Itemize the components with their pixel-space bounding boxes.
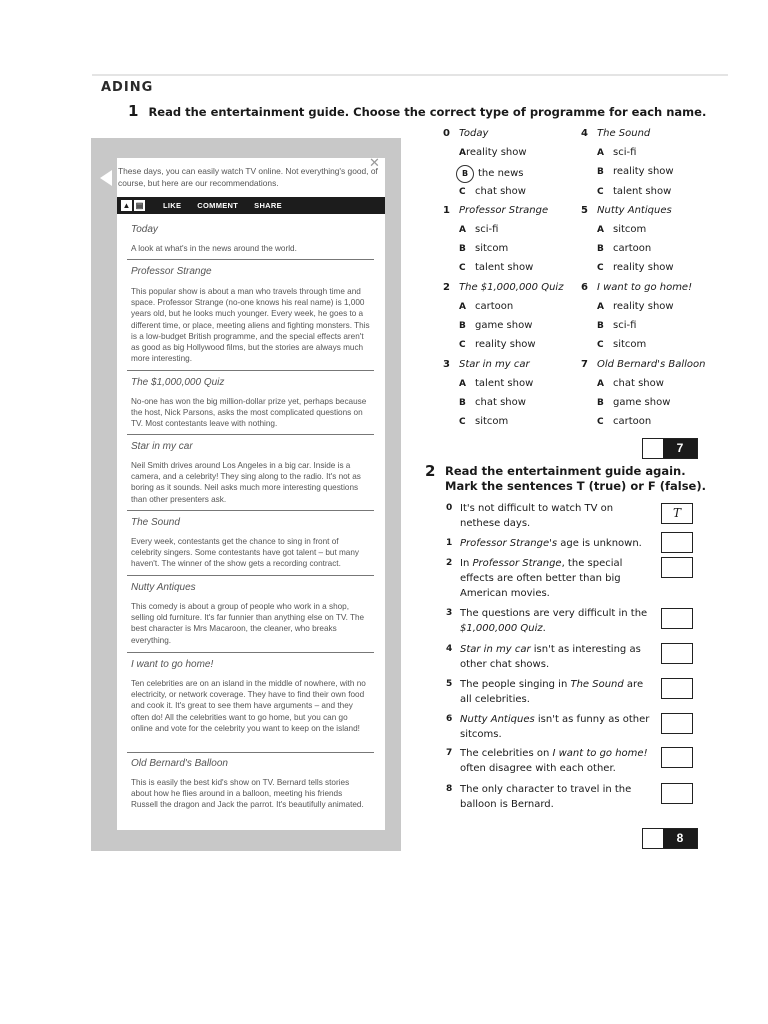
guide-desc-today: A look at what's in the news around the world. [131,244,297,253]
option-6b[interactable]: B sci-fi [597,320,637,331]
guide-desc-professor-strange: This popular show is about a man who travels through time and space. Professor Strange (no-one knows his real name) is 1,000 years old, but he looks much younger. Every week, he goes to a different time, or place, meeting aliens and fighting monsters. This is a low-budget British programme, and the special effects aren't as good as big Hollywood films, but the stories are always much more interesting. [131,287,370,364]
guide-title-star-in-my-car: Star in my car [131,441,193,452]
guide-title-nutty-antiques: Nutty Antiques [131,582,196,593]
guide-desc-i-want-to-go-home: Ten celebrities are on an island in the middle of nowhere, with no electricity, or network coverage. They have to find their own food and cook it. It's great to see them have arguments – and they often do! All the celebrities want to go home, but you can go online and vote for the celebrity you want to keep on the island! [131,679,366,733]
guide-title-old-bernards-balloon: Old Bernard's Balloon [131,758,228,769]
option-5b[interactable]: B cartoon [597,243,652,254]
guide-desc-old-bernards-balloon: This is easily the best kid's show on TV. Bernard tells stories about how he flies around in a balloon, meeting his friends Russell the dragon and Jack the parrot. It's beautifully animated. [131,778,364,810]
tf-box-5[interactable] [661,678,693,699]
tf-box-3[interactable] [661,608,693,629]
tf-box-7[interactable] [661,747,693,768]
question-3: 3 Star in my car [443,359,530,370]
statement-5: 5 The people singing in The Sound are all celebrities. [446,679,644,705]
guide-divider [127,752,374,753]
question-5: 5 Nutty Antiques [581,205,672,216]
statement-4: 4 Star in my car isn't as interesting as other chat shows. [446,644,641,670]
option-4b[interactable]: B reality show [597,166,674,177]
option-0a[interactable]: Areality show [459,147,527,158]
option-2c[interactable]: C reality show [459,339,536,350]
like-button[interactable]: LIKE [163,201,182,210]
guide-desc-quiz: No-one has won the big million-dollar prize yet, perhaps because the host, Nick Parsons, asks the most complicated questions on TV. Most contestants leave with nothing. [131,397,367,429]
tf-box-4[interactable] [661,643,693,664]
option-0c[interactable]: C chat show [459,186,526,197]
close-icon[interactable]: ✕ [369,155,380,170]
guide-divider [127,510,374,511]
guide-title-the-sound: The Sound [131,517,180,528]
guide-desc-star-in-my-car: Neil Smith drives around Los Angeles in a big car. Inside is a camera, and a celebrity! They sing along to the radio. It's not as boring as it sounds. Neil asks much more interesting questions than other presenters ask. [131,461,361,504]
guide-title-today: Today [131,224,158,235]
exercise-2-number: 2 [425,462,436,480]
exercise-2-title [425,464,715,494]
exercise-1-instruction: Read the entertainment guide. Choose the correct type of programme for each name. [148,105,707,119]
option-7a[interactable]: A chat show [597,378,664,389]
option-6c[interactable]: C sitcom [597,339,647,350]
guide-desc-the-sound: Every week, contestants get the chance to sing in front of celebrity singers. Some contestants have got talent – but many haven't. The winner of the show gets a recording contract. [131,537,360,569]
option-3c[interactable]: C sitcom [459,416,509,427]
question-2: 2 The $1,000,000 Quiz [443,282,564,293]
question-6: 6 I want to go home! [581,282,693,293]
statement-0: 0 It's not difficult to watch TV on nethese days. [446,503,614,529]
answer-circle: B [456,165,474,183]
guide-divider [127,652,374,653]
guide-intro: These days, you can easily watch TV online. Not everything's good, of course, but here are our recommendations. [118,166,378,188]
statement-3: 3 The questions are very difficult in the $1,000,000 Quiz. [446,608,648,634]
option-7c[interactable]: C cartoon [597,416,652,427]
question-7: 7 Old Bernard's Balloon [581,359,706,370]
guide-title-i-want-to-go-home: I want to go home! [131,659,214,670]
option-2a[interactable]: A cartoon [459,301,514,312]
question-1: 1 Professor Strange [443,205,549,216]
section-label: ADING [101,80,154,95]
tf-box-0[interactable]: T [661,503,693,524]
option-1b[interactable]: B sitcom [459,243,509,254]
statement-8: 8 The only character to travel in the balloon is Bernard. [446,784,632,810]
bubble-notch [100,170,112,186]
exercise-1-score: 7 [642,438,698,459]
exercise-1-title [128,102,706,120]
option-7b[interactable]: B game show [597,397,671,408]
option-3a[interactable]: A talent show [459,378,534,389]
option-3b[interactable]: B chat show [459,397,526,408]
guide-divider [127,434,374,435]
comment-button[interactable]: COMMENT [197,201,239,210]
exercise-2-score: 8 [642,828,698,849]
tf-box-2[interactable] [661,557,693,578]
question-4: 4 The Sound [581,128,651,139]
option-2b[interactable]: B game show [459,320,533,331]
statement-1: 1 Professor Strange's age is unknown. [446,538,642,549]
option-5c[interactable]: C reality show [597,262,674,273]
tf-box-8[interactable] [661,783,693,804]
guide-divider [127,575,374,576]
share-icon[interactable]: ▤ [135,201,144,210]
guide-desc-nutty-antiques: This comedy is about a group of people who work in a shop, selling old furniture. It's far funnier than anything else on TV. The best character is Mrs Macaroon, the cleaner, who breaks everything. [131,602,365,645]
statement-7: 7 The celebrities on I want to go home! often disagree with each other. [446,748,648,774]
statement-2: 2 In Professor Strange, the special effects are often better than big American movies. [446,558,623,599]
question-0: 0 Today [443,128,489,139]
statement-6: 6 Nutty Antiques isn't as funny as other sitcoms. [446,714,650,740]
option-1a[interactable]: A sci-fi [459,224,499,235]
tf-box-1[interactable] [661,532,693,553]
guide-divider [127,259,374,260]
guide-title-professor-strange: Professor Strange [131,266,212,277]
guide-title-quiz: The $1,000,000 Quiz [131,377,225,388]
option-4c[interactable]: C talent show [597,186,672,197]
option-5a[interactable]: A sitcom [597,224,647,235]
exercise-1-number: 1 [128,102,139,120]
tf-box-6[interactable] [661,713,693,734]
option-0b[interactable]: B the news [456,165,523,183]
option-1c[interactable]: C talent show [459,262,534,273]
social-bar [117,197,385,214]
exercise-2-instruction: Read the entertainment guide again. Mark the sentences T (true) or F (false). [445,464,706,493]
top-rule [92,74,728,76]
share-button[interactable]: SHARE [254,201,282,210]
thumb-icon[interactable]: ▲ [122,201,131,210]
option-4a[interactable]: A sci-fi [597,147,637,158]
guide-divider [127,370,374,371]
option-6a[interactable]: A reality show [597,301,674,312]
